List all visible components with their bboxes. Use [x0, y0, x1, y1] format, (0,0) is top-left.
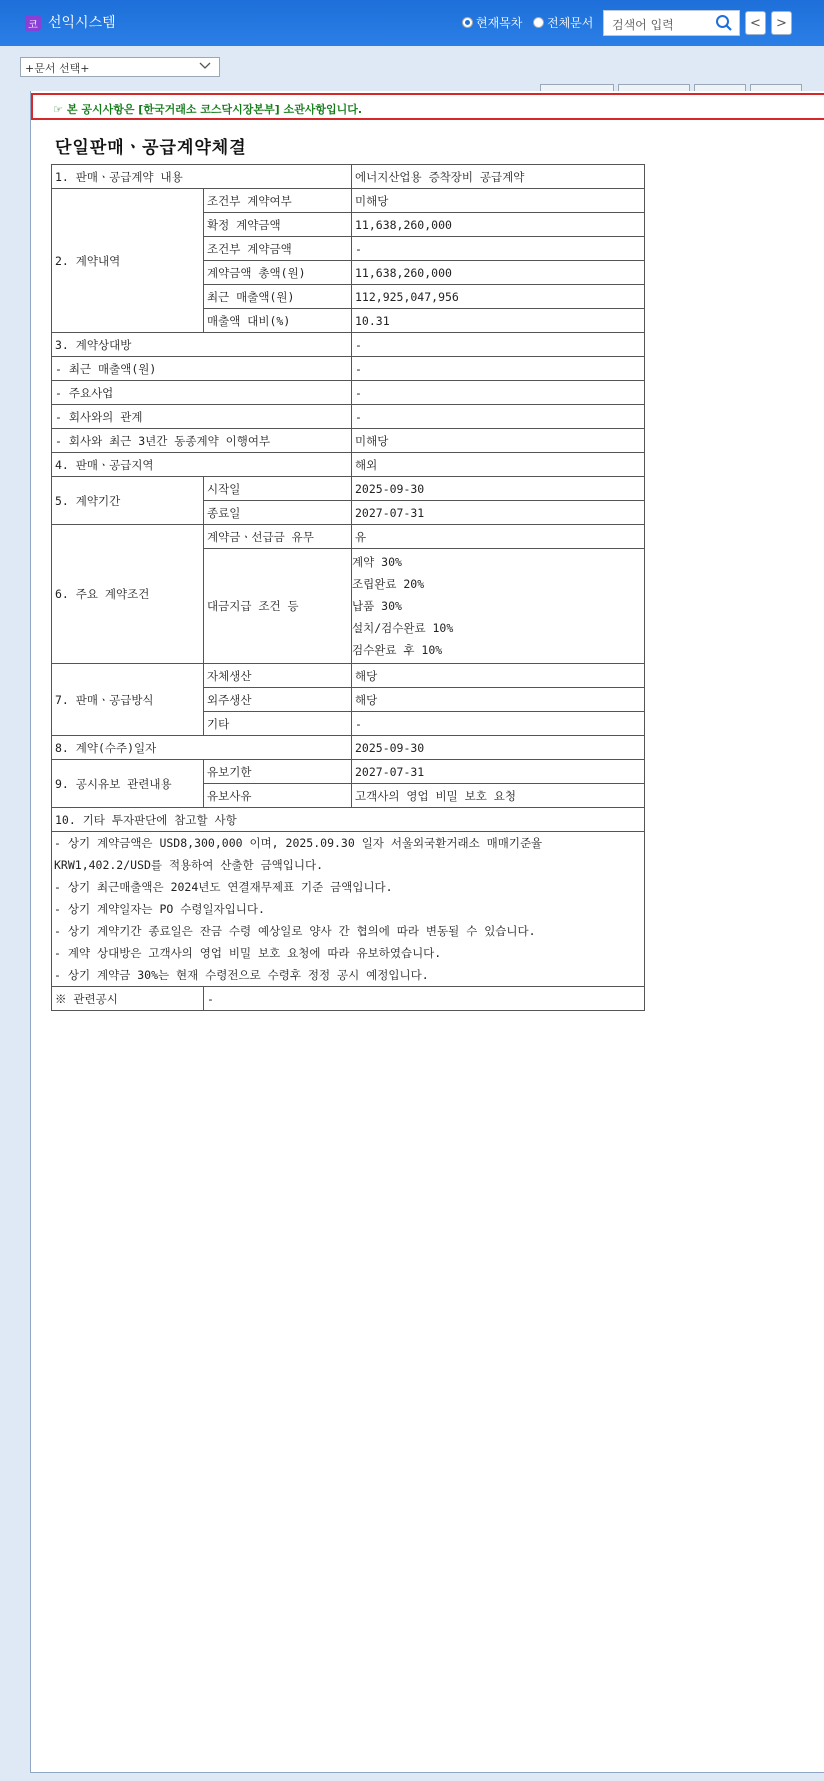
row-value: - [352, 405, 645, 429]
table-row [52, 525, 645, 549]
row-value: 유 [352, 525, 645, 549]
row-label: 7. 판매ㆍ공급방식 [52, 664, 204, 736]
row-label: 3. 계약상대방 [52, 333, 352, 357]
row-value: 해당 [352, 688, 645, 712]
note-line: - 상기 최근매출액은 2024년도 연결재무제표 기준 금액입니다. [54, 880, 393, 894]
row-label: 8. 계약(수주)일자 [52, 736, 352, 760]
note-line: - 상기 계약기간 종료일은 잔금 수령 예상일로 양사 간 협의에 따라 변동될 수 있습니다. [54, 924, 536, 938]
row-value: 10.31 [352, 309, 645, 333]
row-value: 112,925,047,956 [352, 285, 645, 309]
row-value: 에너지산업용 증착장비 공급계약 [352, 165, 645, 189]
note-line: - 상기 계약금 30%는 현재 수령전으로 수령후 정정 공시 예정입니다. [54, 968, 429, 982]
search-icon[interactable] [715, 14, 733, 32]
row-label: 10. 기타 투자판단에 참고할 사항 [52, 808, 645, 832]
radio-all-docs[interactable] [533, 14, 593, 31]
row-value: 2025-09-30 [352, 477, 645, 501]
row-value: 2027-07-31 [352, 760, 645, 784]
row-value: - [352, 237, 645, 261]
radio-on-icon[interactable] [462, 17, 473, 28]
row-value: 11,638,260,000 [352, 213, 645, 237]
payment-term-line: 계약 30% [352, 555, 402, 569]
payment-term-line: 조립완료 20% [352, 577, 425, 591]
document-select[interactable] [20, 57, 220, 77]
table-row [52, 453, 645, 477]
row-value: 11,638,260,000 [352, 261, 645, 285]
row-value: 2027-07-31 [352, 501, 645, 525]
prev-button[interactable]: < [745, 11, 766, 35]
radio-current-toc[interactable] [462, 14, 522, 31]
row-label: - 최근 매출액(원) [52, 357, 352, 381]
table-row [52, 477, 645, 501]
pointing-hand-icon: ☞ [53, 103, 63, 116]
payment-term-line: 설치/검수완료 10% [352, 621, 454, 635]
table-row [52, 405, 645, 429]
row-value: 해외 [352, 453, 645, 477]
document-frame [30, 91, 824, 1773]
note-line: - 상기 계약금액은 USD8,300,000 이며, 2025.09.30 일자 서울외국환거래소 매매기준율 [54, 836, 543, 850]
table-row [52, 987, 645, 1011]
chevron-down-icon [199, 61, 211, 71]
jurisdiction-notice [31, 93, 824, 120]
table-row [52, 736, 645, 760]
disclosure-table [51, 164, 645, 1011]
table-row [52, 429, 645, 453]
table-row [52, 760, 645, 784]
next-button[interactable]: > [771, 11, 792, 35]
table-row [52, 832, 645, 987]
row-label: - 회사와의 관계 [52, 405, 352, 429]
row-label: 2. 계약내역 [52, 189, 204, 333]
row-value: - [204, 987, 645, 1011]
row-value: - [352, 357, 645, 381]
search-input[interactable] [603, 10, 740, 36]
row-value: - [352, 333, 645, 357]
row-label: ※ 관련공시 [52, 987, 204, 1011]
radio-off-icon[interactable] [533, 17, 544, 28]
sub-label: 계약금액 총액(원) [204, 261, 352, 285]
row-value: - [352, 381, 645, 405]
radio-all-label: 전체문서 [547, 16, 594, 30]
payment-term-line: 검수완료 후 10% [352, 643, 443, 657]
table-row [52, 357, 645, 381]
row-label: 5. 계약기간 [52, 477, 204, 525]
page-title: 단일판매ㆍ공급계약체결 [55, 138, 247, 158]
app-logo-icon: 코 [25, 15, 41, 31]
row-label: 6. 주요 계약조건 [52, 525, 204, 664]
sub-label: 자체생산 [204, 664, 352, 688]
payment-terms [352, 549, 645, 664]
notes-cell [52, 832, 645, 987]
note-line: - 계약 상대방은 고객사의 영업 비밀 보호 요청에 따라 유보하였습니다. [54, 946, 442, 960]
table-row [52, 333, 645, 357]
app-title: 선익시스템 [48, 15, 116, 31]
sub-label: 조건부 계약여부 [204, 189, 352, 213]
payment-term-line: 납품 30% [352, 599, 402, 613]
row-label: 4. 판매ㆍ공급지역 [52, 453, 352, 477]
table-row [52, 165, 645, 189]
row-value: 고객사의 영업 비밀 보호 요청 [352, 784, 645, 808]
sub-label: 대금지급 조건 등 [204, 549, 352, 664]
sub-label: 확정 계약금액 [204, 213, 352, 237]
row-value: 2025-09-30 [352, 736, 645, 760]
note-line: KRW1,402.2/USD를 적용하여 산출한 금액입니다. [54, 858, 324, 872]
sub-label: 외주생산 [204, 688, 352, 712]
document-select-value: +문서 선택+ [25, 62, 90, 75]
sub-label: 종료일 [204, 501, 352, 525]
table-row [52, 808, 645, 832]
row-label: - 회사와 최근 3년간 동종계약 이행여부 [52, 429, 352, 453]
row-value: - [352, 712, 645, 736]
sub-label: 시작일 [204, 477, 352, 501]
sub-label: 유보사유 [204, 784, 352, 808]
sub-label: 조건부 계약금액 [204, 237, 352, 261]
table-row [52, 381, 645, 405]
table-row [52, 189, 645, 213]
sub-label: 최근 매출액(원) [204, 285, 352, 309]
top-bar [0, 0, 824, 46]
search-placeholder: 검색어 입력 [612, 18, 674, 32]
row-value: 미해당 [352, 189, 645, 213]
table-row [52, 664, 645, 688]
radio-current-label: 현재목차 [476, 16, 523, 30]
row-label: 1. 판매ㆍ공급계약 내용 [52, 165, 352, 189]
notice-text: 본 공시사항은 [한국거래소 코스닥시장본부] 소관사항입니다. [66, 103, 363, 116]
note-line: - 상기 계약일자는 PO 수령일자입니다. [54, 902, 265, 916]
sub-label: 매출액 대비(%) [204, 309, 352, 333]
row-label: 9. 공시유보 관련내용 [52, 760, 204, 808]
row-label: - 주요사업 [52, 381, 352, 405]
sub-label: 계약금ㆍ선급금 유무 [204, 525, 352, 549]
sub-label: 기타 [204, 712, 352, 736]
row-value: 미해당 [352, 429, 645, 453]
sub-label: 유보기한 [204, 760, 352, 784]
row-value: 해당 [352, 664, 645, 688]
